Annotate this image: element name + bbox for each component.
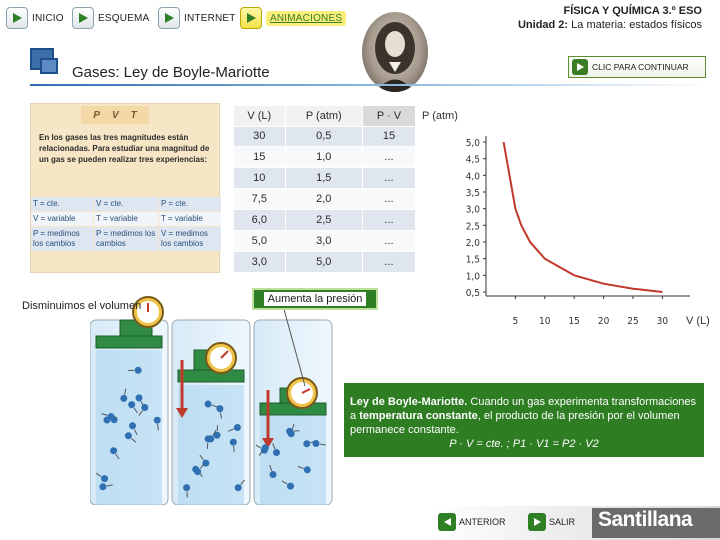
table-cell: 1,5: [285, 168, 362, 189]
gas-molecule: [304, 466, 311, 473]
y-tick-label: 2,5: [465, 221, 480, 233]
cylinder-3: [254, 320, 332, 505]
pvt-cell: V = cte.: [94, 197, 158, 211]
table-cell: ...: [362, 230, 415, 251]
x-tick-label: 30: [656, 316, 669, 327]
pvt-cell: P = medimos los cambios: [31, 227, 93, 251]
table-cell: 5,0: [234, 230, 285, 251]
pvt-cell: T = cte.: [31, 197, 93, 211]
gas-molecule: [101, 475, 108, 482]
y-tick-label: 3,5: [465, 188, 480, 199]
y-tick-label: 4,5: [465, 154, 480, 166]
gas-molecule: [99, 483, 106, 490]
molecule-trail: [158, 424, 159, 430]
exit-icon: [528, 513, 546, 531]
gas-molecule: [205, 401, 212, 408]
back-arrow-icon: [438, 513, 456, 531]
gas-molecule: [129, 422, 136, 429]
y-tick-label: 4,0: [465, 171, 480, 183]
nav-animaciones-label: ANIMACIONES: [266, 11, 346, 26]
table-cell: 3,0: [234, 251, 285, 272]
piston-cylinders-illustration: [90, 290, 350, 505]
pressure-increase-text: Aumenta la presión: [264, 292, 367, 306]
santillana-logo: Santillana: [598, 508, 693, 531]
y-tick-label: 5,0: [465, 138, 480, 149]
law-text-part1: Cuando un gas experimenta transformaciones a: [350, 396, 697, 422]
law-text-part2: , el producto de la presión por el volumen permanece constante.: [350, 410, 680, 436]
table-header: P · V: [362, 106, 415, 126]
nav-animaciones-button[interactable]: [240, 4, 346, 32]
gas-molecule: [270, 471, 277, 478]
y-tick-label: 0,5: [465, 288, 480, 299]
gas-molecule: [273, 449, 280, 456]
table-cell: 0,5: [285, 126, 362, 147]
play-arrow-icon: [6, 7, 28, 29]
gas-molecule: [110, 447, 117, 454]
gas-molecule: [230, 439, 237, 446]
table-cell: 15: [362, 126, 415, 147]
table-cell: ...: [362, 168, 415, 189]
x-tick-label: 20: [597, 316, 610, 327]
x-axis-label: V (L): [686, 315, 710, 327]
table-cell: 15: [234, 147, 285, 168]
table-cell: 6,0: [234, 209, 285, 230]
gas-molecule: [261, 447, 268, 454]
table-header: V (L): [234, 106, 285, 126]
nav-inicio-label: INICIO: [32, 12, 64, 24]
x-tick-label: 15: [568, 316, 580, 327]
gas-molecule: [108, 413, 115, 420]
gas-molecule: [128, 401, 135, 408]
y-tick-label: 3,0: [465, 204, 480, 216]
x-tick-label: 5: [512, 316, 519, 327]
pvt-head-v: V: [111, 109, 119, 121]
gas-molecule: [194, 468, 201, 475]
anterior-button[interactable]: [438, 510, 506, 534]
table-cell: 10: [234, 168, 285, 189]
pressure-increase-label: [252, 288, 378, 310]
nav-internet-button[interactable]: [158, 4, 236, 32]
volume-decrease-label: Disminuimos el volumen: [22, 300, 142, 312]
table-header: P (atm): [285, 106, 362, 126]
unit-title: [518, 18, 702, 32]
pv-table: [234, 106, 416, 272]
play-arrow-icon: [72, 7, 94, 29]
nav-internet-label: INTERNET: [184, 12, 236, 24]
continue-label: CLIC PARA CONTINUAR: [592, 62, 689, 72]
salir-button[interactable]: [528, 510, 575, 534]
header-title: [518, 4, 702, 32]
gas-molecule: [216, 405, 223, 412]
law-formula: P · V = cte. ; P1 · V1 = P2 · V2: [449, 438, 599, 450]
pvt-cell: T = variable: [94, 212, 158, 226]
boyle-portrait-image: [362, 12, 428, 92]
table-cell: 2,5: [285, 209, 362, 230]
pvt-cell: T = variable: [159, 212, 221, 226]
y-tick-label: 2,0: [465, 238, 480, 249]
pressure-curve: [504, 142, 663, 292]
table-cell: 30: [234, 126, 285, 147]
table-row: [234, 189, 416, 210]
y-axis-label: P (atm): [422, 110, 458, 122]
molecule-trail: [207, 443, 208, 449]
course-title: FÍSICA Y QUÍMICA 3.º ESO: [563, 5, 702, 17]
table-cell: 5,0: [285, 251, 362, 272]
law-title: Ley de Boyle-Mariotte.: [350, 396, 468, 408]
table-row: [234, 230, 416, 251]
table-cell: ...: [362, 189, 415, 210]
gas-molecule: [136, 394, 143, 401]
cylinder-2: [172, 320, 250, 505]
salir-label: SALIR: [549, 517, 576, 527]
gas-molecule: [141, 404, 148, 411]
table-cell: 1,0: [285, 147, 362, 168]
x-tick-label: 25: [627, 316, 639, 327]
molecule-trail: [234, 446, 235, 452]
table-row: [234, 126, 416, 147]
pvt-head-t: T: [130, 109, 137, 121]
monitor-icon-front: [40, 58, 58, 74]
anterior-label: ANTERIOR: [459, 517, 506, 527]
continue-button[interactable]: [568, 56, 706, 78]
pvt-cell: V = medimos los cambios: [159, 227, 221, 251]
table-cell: 7,5: [234, 189, 285, 210]
pvt-grid: [31, 197, 219, 251]
title-divider: [30, 84, 710, 86]
gas-molecule: [303, 440, 310, 447]
table-cell: 3,0: [285, 230, 362, 251]
cylinder-1: [90, 297, 168, 505]
nav-inicio-button[interactable]: [6, 4, 64, 32]
pvt-info-box: [30, 103, 220, 273]
gas-molecule: [135, 367, 142, 374]
pressure-volume-chart: [418, 104, 718, 334]
pvt-text: En los gases las tres magnitudes están relacionadas. Para estudiar una magnitud de un gas se pueden realizar tres experiencias:: [39, 133, 210, 164]
pvt-cell: V = variable: [31, 212, 93, 226]
nav-esquema-button[interactable]: [72, 4, 149, 32]
gas-molecule: [313, 440, 320, 447]
boyle-law-box: [344, 383, 704, 457]
table-cell: 2,0: [285, 189, 362, 210]
pvt-header: [81, 106, 149, 124]
gas-molecule: [205, 435, 212, 442]
gas-molecule: [235, 484, 242, 491]
law-text: [350, 395, 698, 437]
gas-molecule: [183, 484, 190, 491]
gas-molecule: [288, 430, 295, 437]
pvt-head-p: P: [93, 109, 100, 121]
unit-label: Unidad 2:: [517, 19, 569, 31]
gas-molecule: [234, 424, 241, 431]
nav-esquema-label: ESQUEMA: [98, 12, 150, 24]
y-tick-label: 1,5: [465, 254, 480, 266]
gas-molecule: [202, 460, 209, 467]
table-row: [234, 168, 416, 189]
table-row: [234, 147, 416, 168]
table-row: [234, 251, 416, 272]
y-tick-label: 1,0: [465, 271, 480, 283]
pvt-cell: P = cte.: [159, 197, 221, 211]
page-title: Gases: Ley de Boyle-Mariotte: [72, 64, 270, 81]
table-cell: ...: [362, 147, 415, 168]
law-bold-term: temperatura constante: [359, 410, 478, 422]
play-arrow-icon: [158, 7, 180, 29]
play-arrow-icon: [572, 59, 588, 75]
play-arrow-icon: [240, 7, 262, 29]
gas-molecule: [154, 417, 161, 424]
x-tick-label: 10: [539, 316, 551, 327]
gas-molecule: [287, 483, 294, 490]
gas-molecule: [120, 395, 127, 402]
unit-name: La materia: estados físicos: [571, 19, 702, 31]
pvt-cell: P = medimos los cambios: [94, 227, 158, 251]
table-cell: ...: [362, 251, 415, 272]
gas-molecule: [125, 432, 132, 439]
table-row: [234, 209, 416, 230]
table-cell: ...: [362, 209, 415, 230]
